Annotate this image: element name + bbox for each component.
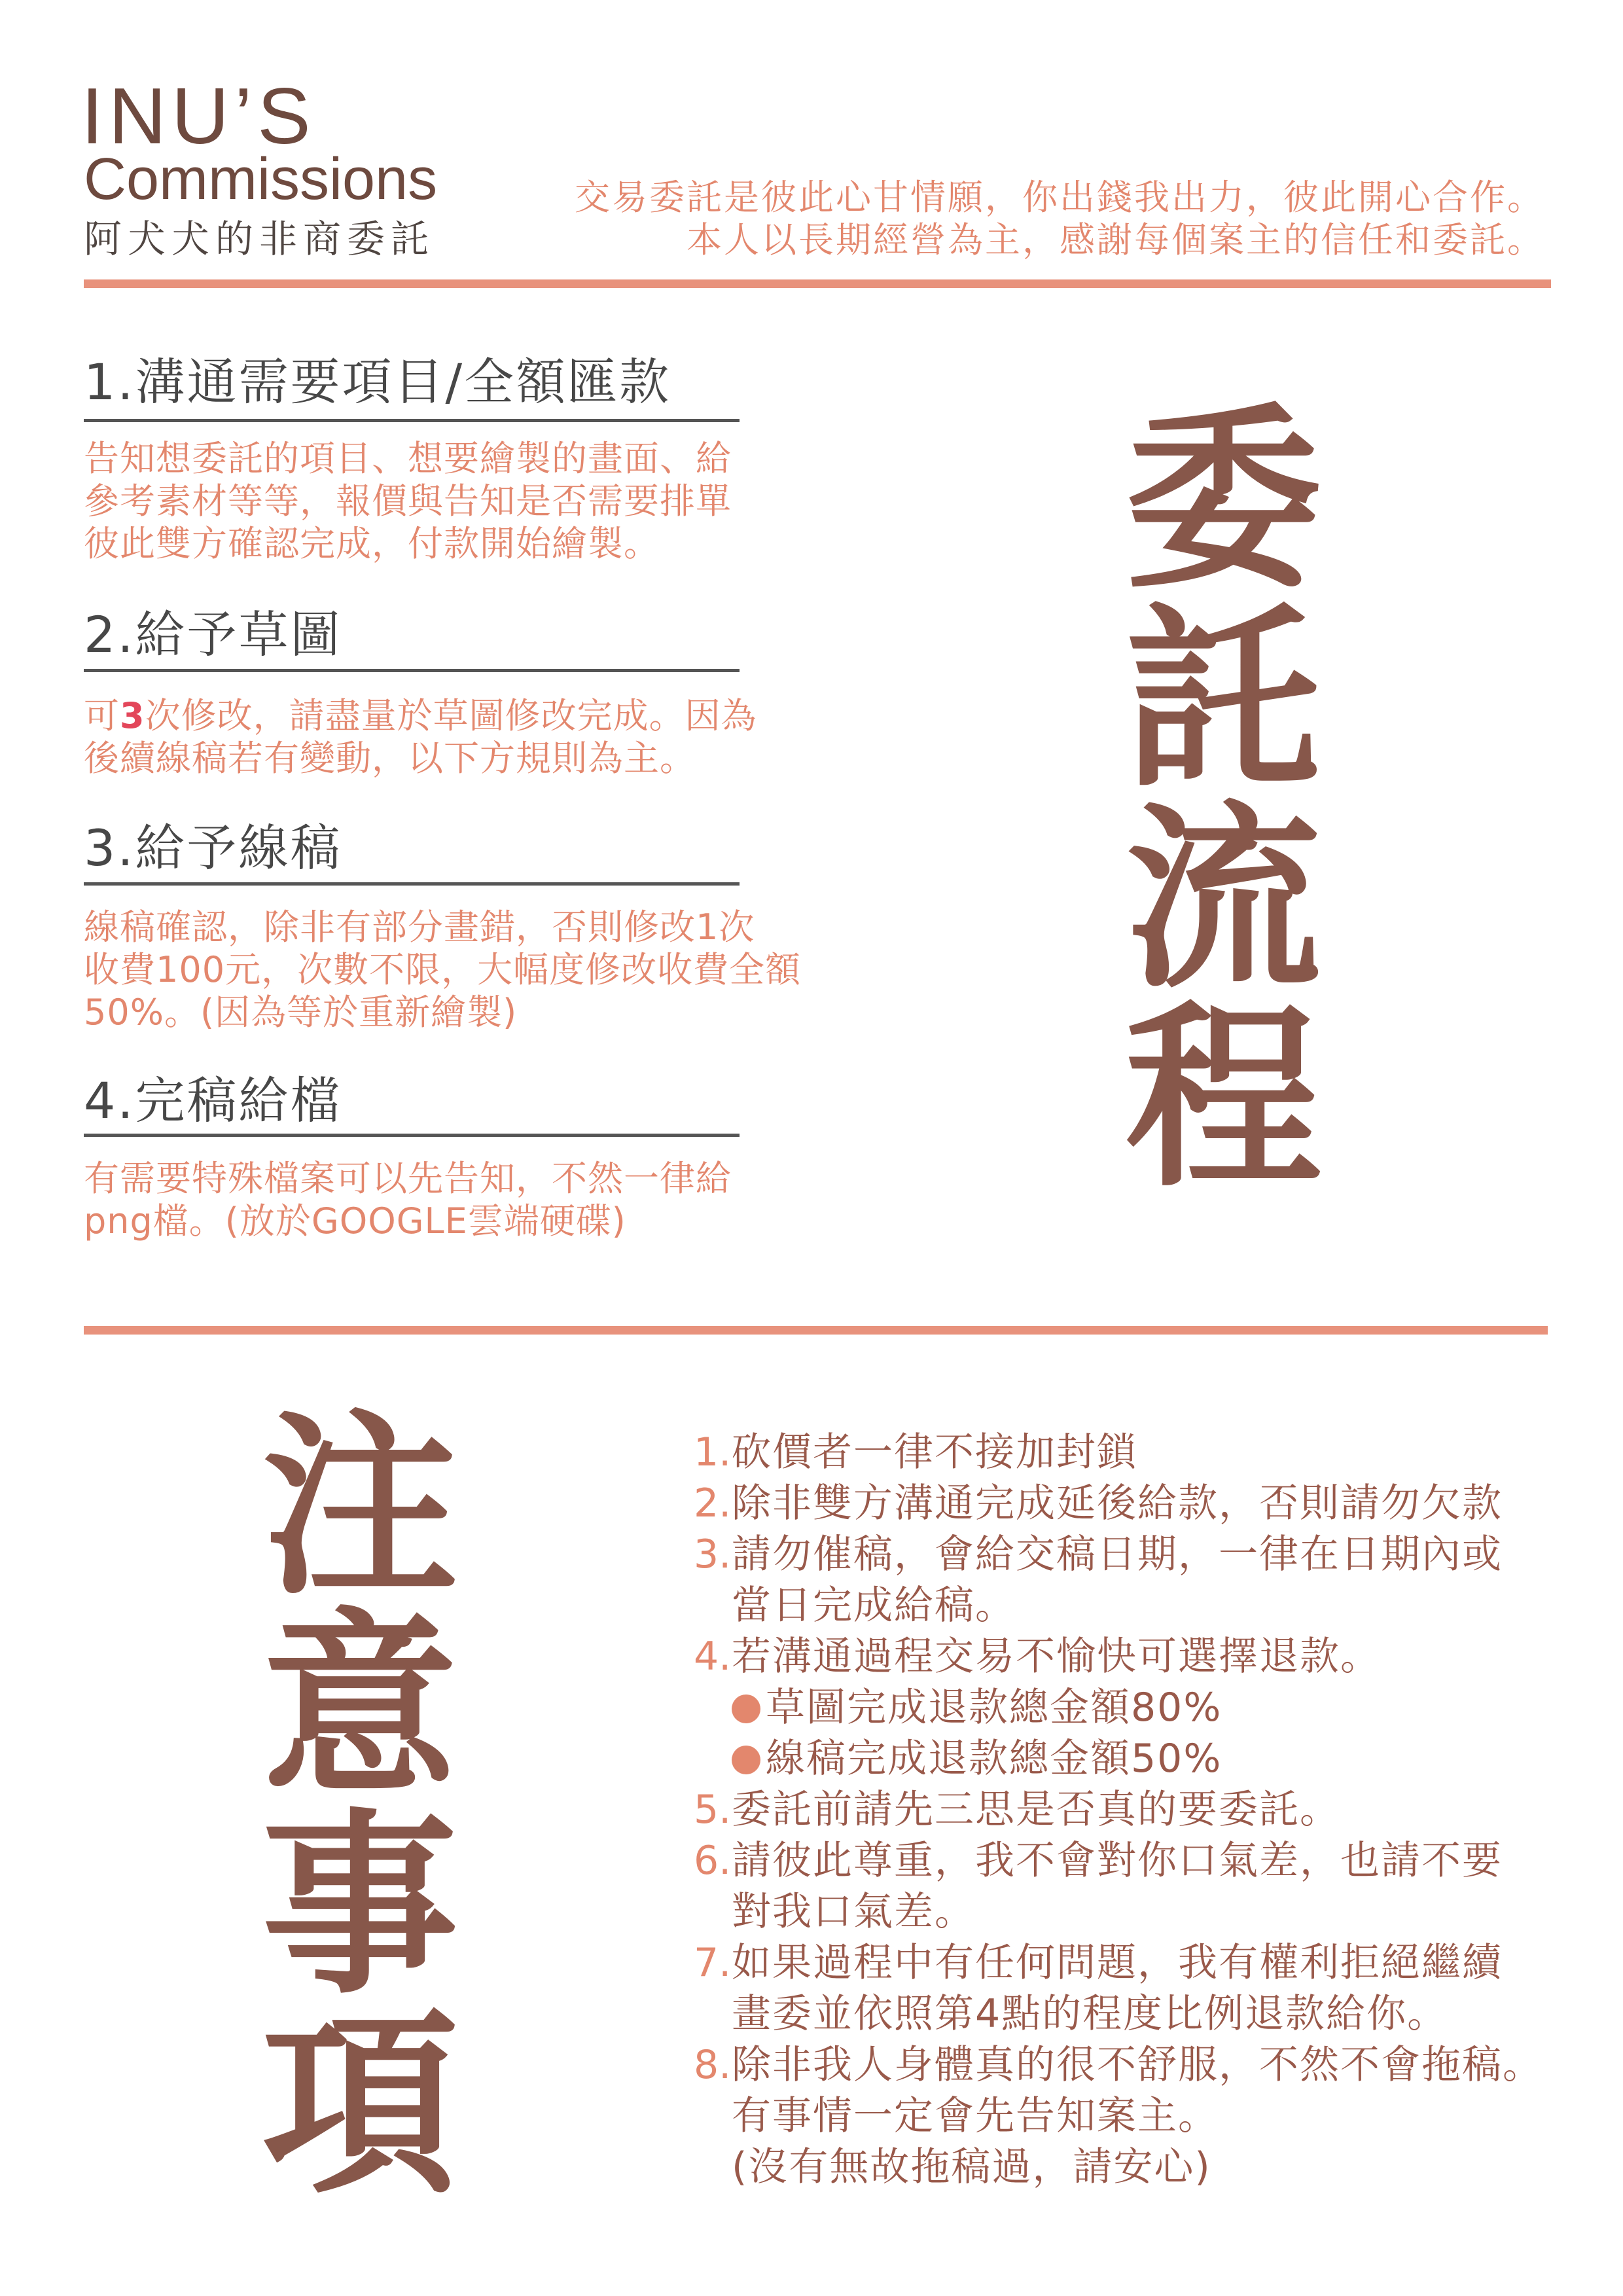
note-text: 委託前請先三思是否真的要委託。 xyxy=(732,1787,1340,1833)
note-item-7 xyxy=(694,1937,1543,1988)
step-body-line xyxy=(84,694,757,737)
bullet-dot-icon xyxy=(732,1746,760,1774)
note-item-8 xyxy=(694,2039,1543,2090)
step-underline xyxy=(84,882,740,886)
notes-title-char: 意 xyxy=(262,1592,458,1821)
note-text: 草圖完成退款總金額80% xyxy=(766,1685,1222,1731)
step-heading-4: 4.完稿給檔 xyxy=(84,1071,342,1130)
note-number: 4. xyxy=(694,1634,732,1679)
note-number: 3. xyxy=(694,1532,732,1577)
note-number: 7. xyxy=(694,1940,732,1986)
note-item-6 xyxy=(694,1835,1543,1886)
note-text: 對我口氣差。 xyxy=(732,1889,975,1935)
step-underline xyxy=(84,1134,740,1137)
step-heading-3: 3.給予線稿 xyxy=(84,819,342,877)
brand-title: INU’S xyxy=(81,71,316,160)
note-text: 線稿完成退款總金額50% xyxy=(766,1736,1222,1782)
note-item-2 xyxy=(694,1478,1543,1529)
intro-line: 本人以長期經營為主，感謝每個案主的信任和委託。 xyxy=(687,219,1544,260)
note-continuation xyxy=(694,1988,1543,2039)
step-underline xyxy=(84,419,740,422)
note-text: 如果過程中有任何問題，我有權利拒絕繼續 xyxy=(732,1940,1503,1986)
note-text: 請彼此尊重，我不會對你口氣差，也請不要 xyxy=(732,1838,1503,1884)
note-text: (沒有無故拖稿過，請安心) xyxy=(732,2144,1211,2190)
brand-tagline: 阿犬犬的非商委託 xyxy=(84,217,435,261)
bullet-dot-icon xyxy=(732,1695,760,1723)
note-continuation xyxy=(694,1886,1543,1937)
note-text: 若溝通過程交易不愉快可選擇退款。 xyxy=(732,1634,1381,1679)
note-item-4 xyxy=(694,1631,1543,1682)
header-divider xyxy=(84,279,1551,288)
revision-count-highlight: 3 xyxy=(120,695,145,736)
step-body-text: 可 xyxy=(84,695,120,736)
step-underline xyxy=(84,669,740,672)
process-title-char: 委 xyxy=(1125,386,1321,615)
note-text: 請勿催稿，會給交稿日期，一律在日期內或 xyxy=(732,1532,1503,1577)
notes-list xyxy=(694,1427,1543,2193)
note-continuation xyxy=(694,1580,1543,1631)
step-body-line: 彼此雙方確認完成，付款開始繪製。 xyxy=(84,523,660,564)
step-body-4 xyxy=(84,1157,732,1242)
note-number: 1. xyxy=(694,1429,732,1475)
step-body-text: 次修改，請盡量於草圖修改完成。因為 xyxy=(145,695,757,736)
process-title-char: 託 xyxy=(1125,586,1321,814)
note-sub-bullet xyxy=(694,1733,1543,1784)
step-body-line: 後續線稿若有變動，以下方規則為主。 xyxy=(84,738,696,779)
step-body-1 xyxy=(84,437,732,565)
intro-line: 交易委託是彼此心甘情願，你出錢我出力，彼此開心合作。 xyxy=(575,177,1544,218)
note-item-3 xyxy=(694,1529,1543,1580)
intro-text xyxy=(575,176,1544,261)
note-number: 5. xyxy=(694,1787,732,1833)
step-body-line: 50%。(因為等於重新繪製) xyxy=(84,992,518,1033)
step-body-3 xyxy=(84,906,801,1033)
note-text: 有事情一定會先告知案主。 xyxy=(732,2093,1219,2139)
step-body-line: 收費100元，次數不限，大幅度修改收費全額 xyxy=(84,949,802,990)
section-divider xyxy=(84,1326,1548,1335)
note-text: 畫委並依照第4點的程度比例退款給你。 xyxy=(732,1991,1448,2037)
note-item-5 xyxy=(694,1784,1543,1835)
note-text: 砍價者一律不接加封鎖 xyxy=(732,1429,1137,1475)
step-body-2 xyxy=(84,694,757,780)
step-heading-1: 1.溝通需要項目/全額匯款 xyxy=(84,353,671,411)
brand-subtitle: Commissions xyxy=(84,147,438,212)
step-heading-2: 2.給予草圖 xyxy=(84,605,342,664)
step-body-line: 參考素材等等，報價與告知是否需要排單 xyxy=(84,480,732,522)
note-number: 8. xyxy=(694,2042,732,2088)
notes-title xyxy=(259,1393,461,2220)
step-body-line: 有需要特殊檔案可以先告知，不然一律給 xyxy=(84,1158,732,1199)
notes-title-char: 事 xyxy=(262,1792,458,2020)
note-item-1 xyxy=(694,1427,1543,1478)
note-continuation xyxy=(694,2090,1543,2142)
note-number: 6. xyxy=(694,1838,732,1884)
notes-title-char: 注 xyxy=(262,1393,458,1621)
notes-title-char: 項 xyxy=(262,1992,458,2220)
process-title xyxy=(1122,386,1325,1213)
step-body-line: 告知想委託的項目、想要繪製的畫面、給 xyxy=(84,438,732,479)
step-body-line: png檔。(放於GOOGLE雲端硬碟) xyxy=(84,1200,626,1242)
note-continuation xyxy=(694,2142,1543,2193)
step-body-line: 線稿確認，除非有部分畫錯，否則修改1次 xyxy=(84,906,755,948)
process-title-char: 流 xyxy=(1125,785,1321,1014)
note-sub-bullet xyxy=(694,1682,1543,1733)
note-text: 當日完成給稿。 xyxy=(732,1583,1016,1628)
note-text: 除非我人身體真的很不舒服，不然不會拖稿。 xyxy=(732,2042,1543,2088)
note-text: 除非雙方溝通完成延後給款，否則請勿欠款 xyxy=(732,1480,1503,1526)
process-title-char: 程 xyxy=(1125,985,1321,1213)
note-number: 2. xyxy=(694,1480,732,1526)
